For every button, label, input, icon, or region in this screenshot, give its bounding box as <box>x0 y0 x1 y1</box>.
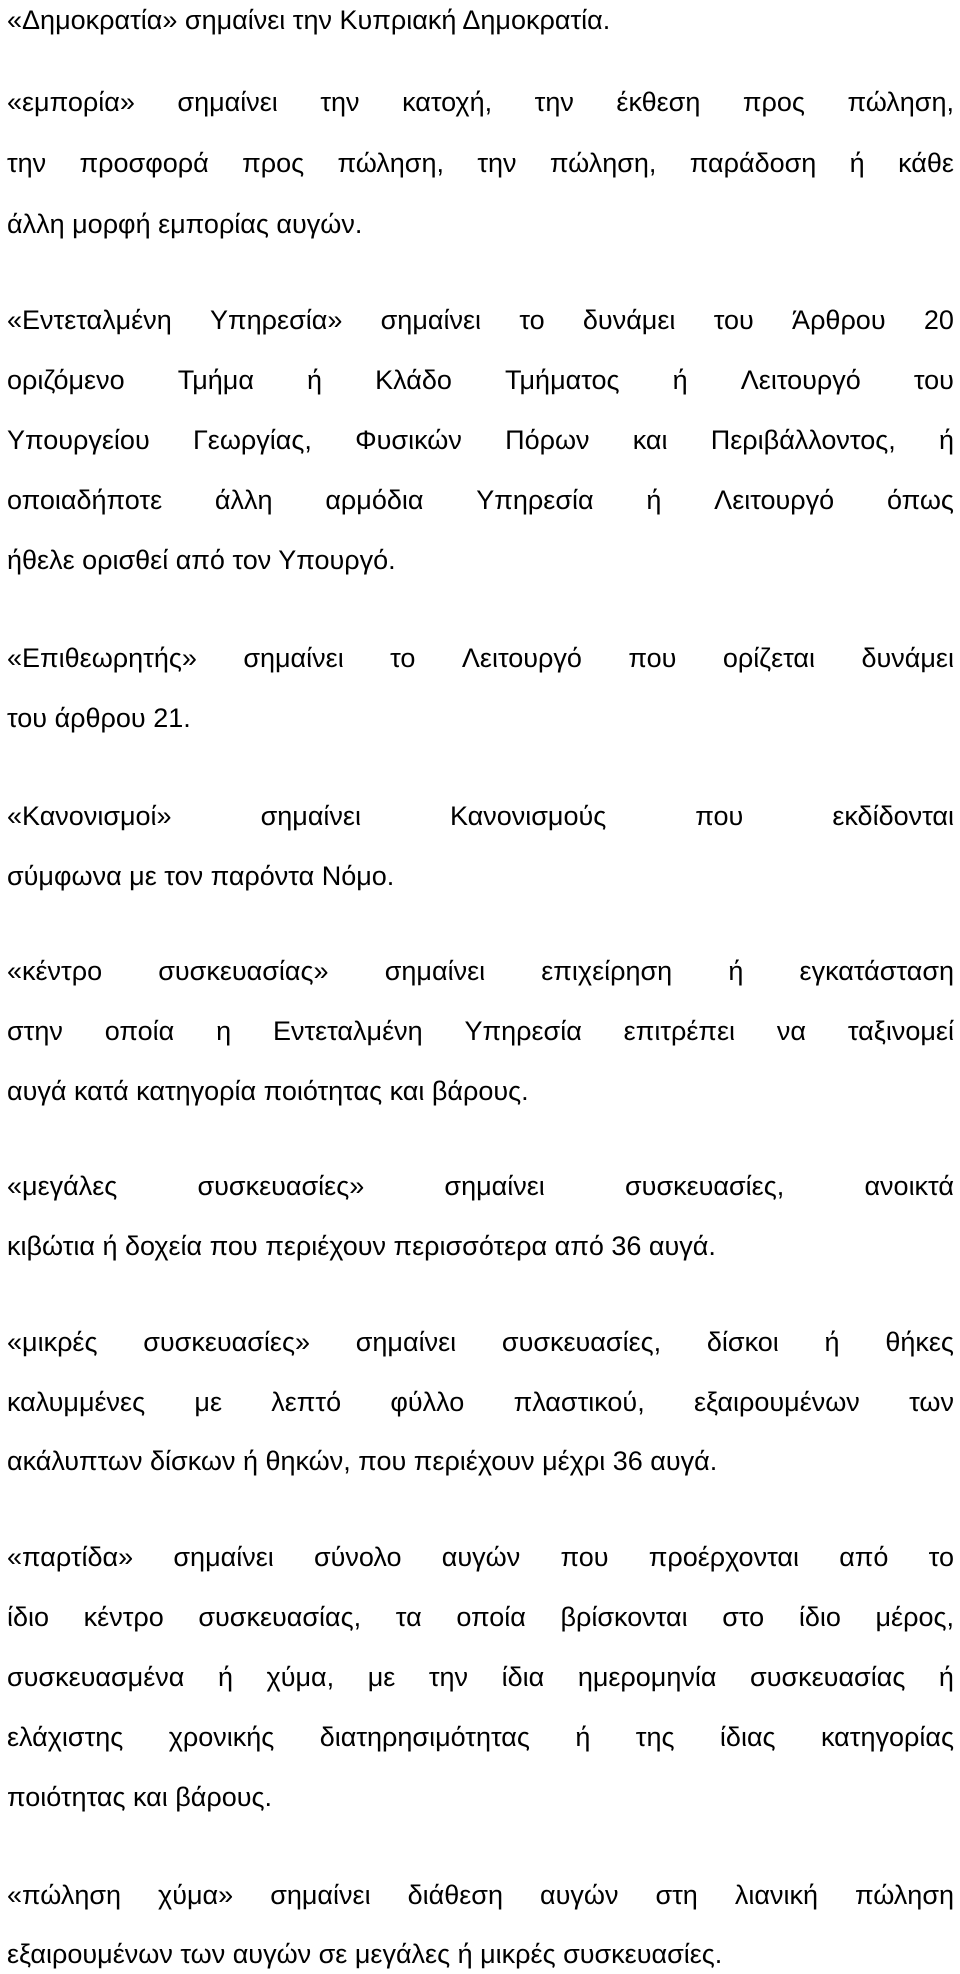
word: στην <box>7 1016 63 1047</box>
line-text: ήθελε ορισθεί από τον Υπουργό. <box>7 544 396 575</box>
word: των <box>909 1386 954 1417</box>
word: που <box>628 642 677 673</box>
word: όπως <box>886 485 954 516</box>
word: συσκευασίας <box>750 1661 906 1692</box>
word: συσκευασμένα <box>7 1661 185 1692</box>
word: «κέντρο <box>7 955 103 986</box>
definition-line <box>7 1777 954 1817</box>
word: «εμπορία» <box>7 87 135 118</box>
definition-line <box>7 1597 954 1637</box>
word: Λειτουργό <box>714 485 835 516</box>
word: διάθεση <box>407 1879 503 1910</box>
word: τα <box>395 1602 422 1633</box>
word: του <box>913 364 954 395</box>
definition-line <box>7 1657 954 1697</box>
word: αρμόδια <box>325 485 424 516</box>
word: με <box>194 1386 222 1417</box>
word: λιανική <box>734 1879 818 1910</box>
line-text: του άρθρου 21. <box>7 703 191 734</box>
word: συσκευασίες, <box>625 1171 785 1202</box>
word: «Εντεταλμένη <box>7 305 172 336</box>
word: που <box>695 800 744 831</box>
word: προς <box>742 87 805 118</box>
word: η <box>216 1016 232 1047</box>
word: Λειτουργό <box>461 642 582 673</box>
word: προέρχονται <box>648 1542 799 1573</box>
word: ή <box>938 424 954 455</box>
word: του <box>713 305 754 336</box>
word: οποιαδήποτε <box>7 485 163 516</box>
word: άλλη <box>214 485 273 516</box>
word: συσκευασίες» <box>197 1171 365 1202</box>
word: Λειτουργό <box>740 364 861 395</box>
word: σημαίνει <box>444 1171 545 1202</box>
word: την <box>477 148 517 179</box>
definition-line <box>7 0 954 40</box>
word: Άρθρου <box>792 305 886 336</box>
definition-line <box>7 1071 954 1111</box>
word: «πώληση <box>7 1879 122 1910</box>
word: «Επιθεωρητής» <box>7 642 197 673</box>
word: δυνάμει <box>582 305 676 336</box>
definition-line <box>7 1166 954 1206</box>
word: την <box>320 87 360 118</box>
word: Υπηρεσία <box>464 1016 582 1047</box>
line-text: «Δημοκρατία» σημαίνει την Κυπριακή Δημοκρατία. <box>7 5 611 35</box>
word: Κλάδο <box>375 364 452 395</box>
word: συσκευασίας, <box>198 1602 362 1633</box>
word: την <box>534 87 574 118</box>
word: της <box>635 1722 675 1753</box>
word: οριζόμενο <box>7 364 125 395</box>
word: ή <box>938 1661 954 1692</box>
word: αυγών <box>539 1879 619 1910</box>
word: κατηγορίας <box>821 1722 954 1753</box>
word: καλυμμένες <box>7 1386 146 1417</box>
word: προς <box>242 148 305 179</box>
word: διατηρησιμότητας <box>319 1722 530 1753</box>
word: ημερομηνία <box>577 1661 717 1692</box>
word: με <box>367 1661 396 1692</box>
line-text: ποιότητας και βάρους. <box>7 1782 273 1813</box>
word: στο <box>722 1602 765 1633</box>
definition-line <box>7 1875 954 1915</box>
definition-line <box>7 204 954 244</box>
word: μέρος, <box>875 1602 954 1633</box>
word: σημαίνει <box>173 1542 274 1573</box>
word: σημαίνει <box>355 1327 457 1357</box>
definition-line <box>7 1537 954 1577</box>
definition-line <box>7 540 954 580</box>
word: το <box>519 305 545 336</box>
word: οποία <box>456 1602 526 1633</box>
word: λεπτό <box>271 1386 342 1417</box>
definition-line <box>7 1322 954 1362</box>
definition-line <box>7 951 954 991</box>
word: Υπηρεσία» <box>210 305 343 336</box>
word: κατοχή, <box>402 87 493 118</box>
word: εκδίδονται <box>832 800 954 831</box>
word: βρίσκονται <box>560 1602 688 1633</box>
word: ταξινομεί <box>847 1016 954 1047</box>
word: ίδιο <box>798 1602 841 1633</box>
definition-line <box>7 1382 954 1422</box>
word: σύνολο <box>314 1542 402 1573</box>
word: θήκες <box>885 1327 954 1357</box>
word: ίδιας <box>719 1722 776 1753</box>
definition-line <box>7 480 954 520</box>
line-text: ακάλυπτων δίσκων ή θηκών, που περιέχουν μέχρι 36 αυγά. <box>7 1446 718 1477</box>
word: σημαίνει <box>243 642 344 673</box>
word: επιτρέπει <box>623 1016 736 1047</box>
definition-line <box>7 360 954 400</box>
word: ή <box>824 1327 840 1357</box>
word: πώληση <box>854 1879 954 1910</box>
word: Υπουργείου <box>7 424 150 455</box>
word: επιχείρηση <box>541 955 673 986</box>
word: την <box>428 1661 469 1692</box>
word: συσκευασίες, <box>501 1327 662 1357</box>
word: ορίζεται <box>722 642 816 673</box>
word: ή <box>307 364 323 395</box>
word: χύμα, <box>266 1661 335 1692</box>
word: Τμήμα <box>177 364 254 395</box>
word: Υπηρεσία <box>476 485 594 516</box>
word: ή <box>672 364 688 395</box>
word: σημαίνει <box>260 800 361 831</box>
word: που <box>560 1542 609 1573</box>
word: ή <box>849 148 865 179</box>
word: «μεγάλες <box>7 1171 118 1202</box>
word: συσκευασίες» <box>143 1327 310 1357</box>
word: χρονικής <box>168 1722 275 1753</box>
word: «Κανονισμοί» <box>7 800 172 831</box>
line-text: κιβώτια ή δοχεία που περιέχουν περισσότερα από 36 αυγά. <box>7 1230 716 1261</box>
definition-line <box>7 420 954 460</box>
definition-line <box>7 698 954 738</box>
definition-line <box>7 1441 954 1481</box>
definition-line <box>7 1717 954 1757</box>
word: Κανονισμούς <box>449 800 607 831</box>
word: ίδιο <box>7 1602 50 1633</box>
word: «μικρές <box>7 1327 98 1357</box>
definition-line <box>7 1226 954 1266</box>
word: από <box>839 1542 889 1573</box>
definition-line <box>7 82 954 122</box>
word: στη <box>655 1879 698 1910</box>
word: ανοικτά <box>864 1171 954 1202</box>
definition-line <box>7 638 954 678</box>
word: «παρτίδα» <box>7 1542 134 1573</box>
definition-line <box>7 796 954 836</box>
definition-line <box>7 300 954 340</box>
line-text: άλλη μορφή εμπορίας αυγών. <box>7 209 363 240</box>
word: έκθεση <box>616 87 701 118</box>
word: πώληση, <box>847 87 954 118</box>
word: κάθε <box>898 148 954 179</box>
line-text: σύμφωνα με τον παρόντα Νόμο. <box>7 860 395 891</box>
word: πώληση, <box>549 148 657 179</box>
word: την <box>7 148 47 179</box>
word: συσκευασίας» <box>158 955 329 986</box>
word: Γεωργίας, <box>192 424 312 455</box>
word: ελάχιστης <box>7 1722 124 1753</box>
word: δυνάμει <box>861 642 954 673</box>
word: κέντρο <box>83 1602 164 1633</box>
word: ή <box>575 1722 591 1753</box>
word: χύμα» <box>158 1879 234 1910</box>
line-text: αυγά κατά κατηγορία ποιότητας και βάρους. <box>7 1076 529 1107</box>
word: το <box>928 1542 954 1573</box>
word: σημαίνει <box>384 955 486 986</box>
word: αυγών <box>441 1542 521 1573</box>
word: παράδοση <box>689 148 817 179</box>
word: σημαίνει <box>177 87 278 118</box>
word: σημαίνει <box>270 1879 371 1910</box>
word: να <box>776 1016 807 1047</box>
word: 20 <box>923 305 954 336</box>
word: και <box>632 424 668 455</box>
word: οποία <box>104 1016 175 1047</box>
word: Περιβάλλοντος, <box>710 424 896 455</box>
definition-line <box>7 1011 954 1051</box>
word: Εντεταλμένη <box>272 1016 423 1047</box>
word: πλαστικού, <box>513 1386 645 1417</box>
word: εξαιρουμένων <box>693 1386 860 1417</box>
definition-line <box>7 143 954 183</box>
word: το <box>390 642 416 673</box>
word: πώληση, <box>337 148 444 179</box>
word: προσφορά <box>79 148 209 179</box>
word: ή <box>217 1661 233 1692</box>
word: ίδια <box>501 1661 545 1692</box>
word: εγκατάσταση <box>799 955 954 986</box>
word: Τμήματος <box>504 364 620 395</box>
word: Πόρων <box>505 424 590 455</box>
word: σημαίνει <box>380 305 482 336</box>
word: ή <box>646 485 662 516</box>
definition-line <box>7 1934 954 1974</box>
line-text: εξαιρουμένων των αυγών σε μεγάλες ή μικρές συσκευασίες. <box>7 1939 723 1970</box>
word: δίσκοι <box>706 1327 779 1357</box>
word: φύλλο <box>390 1386 465 1417</box>
word: ή <box>728 955 744 986</box>
word: Φυσικών <box>355 424 462 455</box>
definition-line <box>7 856 954 896</box>
